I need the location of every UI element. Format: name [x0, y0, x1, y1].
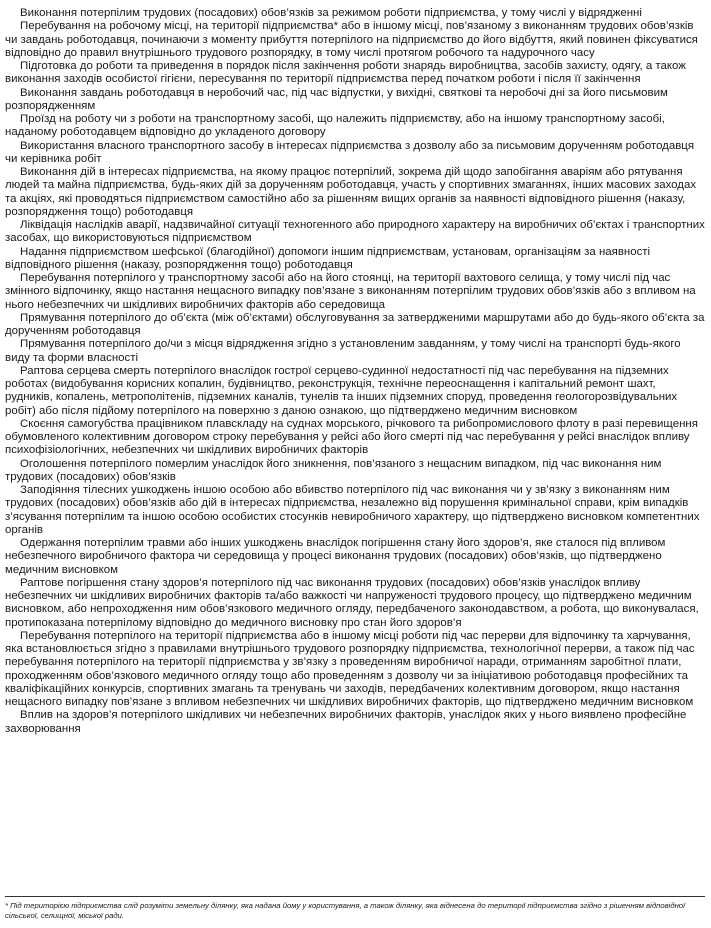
- paragraph-2: Перебування на робочому місці, на території підприємства* або в іншому місці, пов’язаному з виконанням трудових обов’язків чи завдань роботодавця, починаючи з моменту прибуття потерпілого на підприємство до його відбуття, який повинен фіксуватися відповідно до правил внутрішнього трудового розпорядку, в тому числі протягом робочого та надурочного часу: [5, 20, 698, 59]
- paragraph-7: Виконання дій в інтересах підприємства, на якому працює потерпілий, зокрема дій щодо запобігання аваріям або рятування людей та майна підприємства, будь-яких дій за дорученням роботодавця, участь у спортивних змаганнях, інших масових заходах та акціях, які проводяться підприємством самостійно або за рішенням вищих органів за наявності відповідного рішення (наказу, розпорядження тощо) роботодавця: [5, 166, 697, 218]
- paragraph-5: Проїзд на роботу чи з роботи на транспортному засобі, що належить підприємству, або на іншому транспортному засобі, наданому роботодавцем відповідно до укладеного договору: [5, 113, 665, 139]
- paragraph-4: Виконання завдань роботодавця в неробочий час, під час відпустки, у вихідні, святкові та неробочі дні за його письмовим розпорядженням: [5, 86, 668, 112]
- paragraph-16: Заподіяння тілесних ушкоджень іншою особою або вбивство потерпілого під час виконання чи у зв’язку з виконанням ним трудових (посадових) обов’язків або дій в інтересах підприємства, незалежно від порушення кримінальної справи, крім випадків з’ясування потерпілим та іншою особою особистих стосунків невиробничого характеру, що підтверджено висновком компетентних органів: [5, 484, 700, 536]
- paragraph-1: Виконання потерпілим трудових (посадових) обов’язків за режимом роботи підприємства, у тому числі у відрядженні: [20, 7, 642, 19]
- paragraph-10: Перебування потерпілого у транспортному засобі або на його стоянці, на території вахтового селища, у тому числі під час змінного відпочинку, якщо настання нещасного випадку пов’язане з виконанням потерпілим трудових обов’язків або з впливом на нього небезпечних чи шкідливих виробничих факторів або середовища: [5, 272, 696, 311]
- footnote: * Під територією підприємства слід розуміти земельну ділянку, яка надана йому у користування, а також ділянку, яка віднесена до території підприємства згідно з рішенням відповідної сільської, селищної, міської ради.: [5, 901, 685, 920]
- paragraph-9: Надання підприємством шефської (благодійної) допомоги іншим підприємствам, установам, організаціям за наявності відповідного рішення (наказу, розпорядження тощо) роботодавця: [5, 245, 651, 271]
- document-body: [5, 7, 705, 736]
- paragraph-18: Раптове погіршення стану здоров’я потерпілого під час виконання трудових (посадових) обов’язків унаслідок впливу небезпечних чи шкідливих виробничих факторів та/або важкості чи напруженості трудового процесу, що підтверджено медичним висновком, або непроходження ним обов’язкового медичного огляду, передбаченого законодавством, а робота, що виконувалася, протипоказана потерпілому відповідно до медичного висновку про стан його здоров’я: [5, 576, 699, 629]
- paragraph-11: Прямування потерпілого до об’єкта (між об’єктами) обслуговування за затвердженими маршрутами або до будь-якого об’єкта за дорученням роботодавця: [5, 311, 705, 337]
- paragraph-15: Оголошення потерпілого померлим унаслідок його зникнення, пов’язаного з нещасним випадком, під час виконання ним трудових (посадових) обов’язків: [5, 457, 662, 483]
- paragraph-14: Скоєння самогубства працівником плавскладу на суднах морського, річкового та рибопромислового флоту в разі перевищення обумовленого колективним договором строку перебування у рейсі або його смерті під час перебування у рейсі внаслідок впливу психофізіологічних, небезпечних чи шкідливих виробничих факторів: [5, 417, 698, 457]
- paragraph-12: Прямування потерпілого до/чи з місця відрядження згідно з установленим завданням, у тому числі на транспорті будь-якого виду та форми власності: [5, 338, 681, 364]
- paragraph-20: Вплив на здоров’я потерпілого шкідливих чи небезпечних виробничих факторів, унаслідок яких у нього виявлено професійне захворювання: [5, 709, 687, 735]
- paragraph-6: Використання власного транспортного засобу в інтересах підприємства з дозволу або за письмовим дорученням роботодавця чи керівника робіт: [5, 139, 695, 165]
- paragraph-8: Ліквідація наслідків аварії, надзвичайної ситуації техногенного або природного характеру на виробничих об’єктах і транспортних засобах, що використовуються підприємством: [5, 219, 705, 245]
- footnote-divider: [5, 896, 705, 897]
- paragraph-17: Одержання потерпілим травми або інших ушкоджень внаслідок погіршення стану його здоров’я, яке сталося під впливом небезпечного виробничого фактора чи середовища у процесі виконання трудових (посадових) обов’язків, що підтверджено медичним висновком: [5, 537, 666, 576]
- paragraph-13: Раптова серцева смерть потерпілого внаслідок гострої серцево-судинної недостатності під час перебування на підземних роботах (видобування корисних копалин, будівництво, реконструкція, технічне переоснащення і капітальний ремонт шахт, рудників, копалень, метрополітенів, підземних каналів, тунелів та інших підземних споруд, проведення геологорозвідувальних робіт) або після підйому потерпілого на поверхню з даною ознакою, що підтверджено медичним висновком: [5, 364, 678, 417]
- paragraph-19: Перебування потерпілого на території підприємства або в іншому місці роботи під час перерви для відпочинку та харчування, яка встановлюється згідно з правилами внутрішнього трудового розпорядку підприємства, технологічної перерви, а також під час перебування потерпілого на території підприємства у зв’язку з проведенням виробничої наради, отриманням заробітної плати, проходженням обов’язкового медичного огляду тощо або проведенням з дозволу чи за ініціативою роботодавця професійних та кваліфікаційних конкурсів, спортивних змагань та тренувань чи заходів, передбачених колективним договором, якщо настання нещасного випадку пов’язане з впливом небезпечних чи шкідливих виробничих факторів, що підтверджено медичним висновком: [5, 629, 695, 708]
- paragraph-3: Підготовка до роботи та приведення в порядок після закінчення роботи знарядь виробництва, засобів захисту, одягу, а також виконання заходів особистої гігієни, пересування по території підприємства перед початком роботи і після її закінчення: [5, 60, 686, 86]
